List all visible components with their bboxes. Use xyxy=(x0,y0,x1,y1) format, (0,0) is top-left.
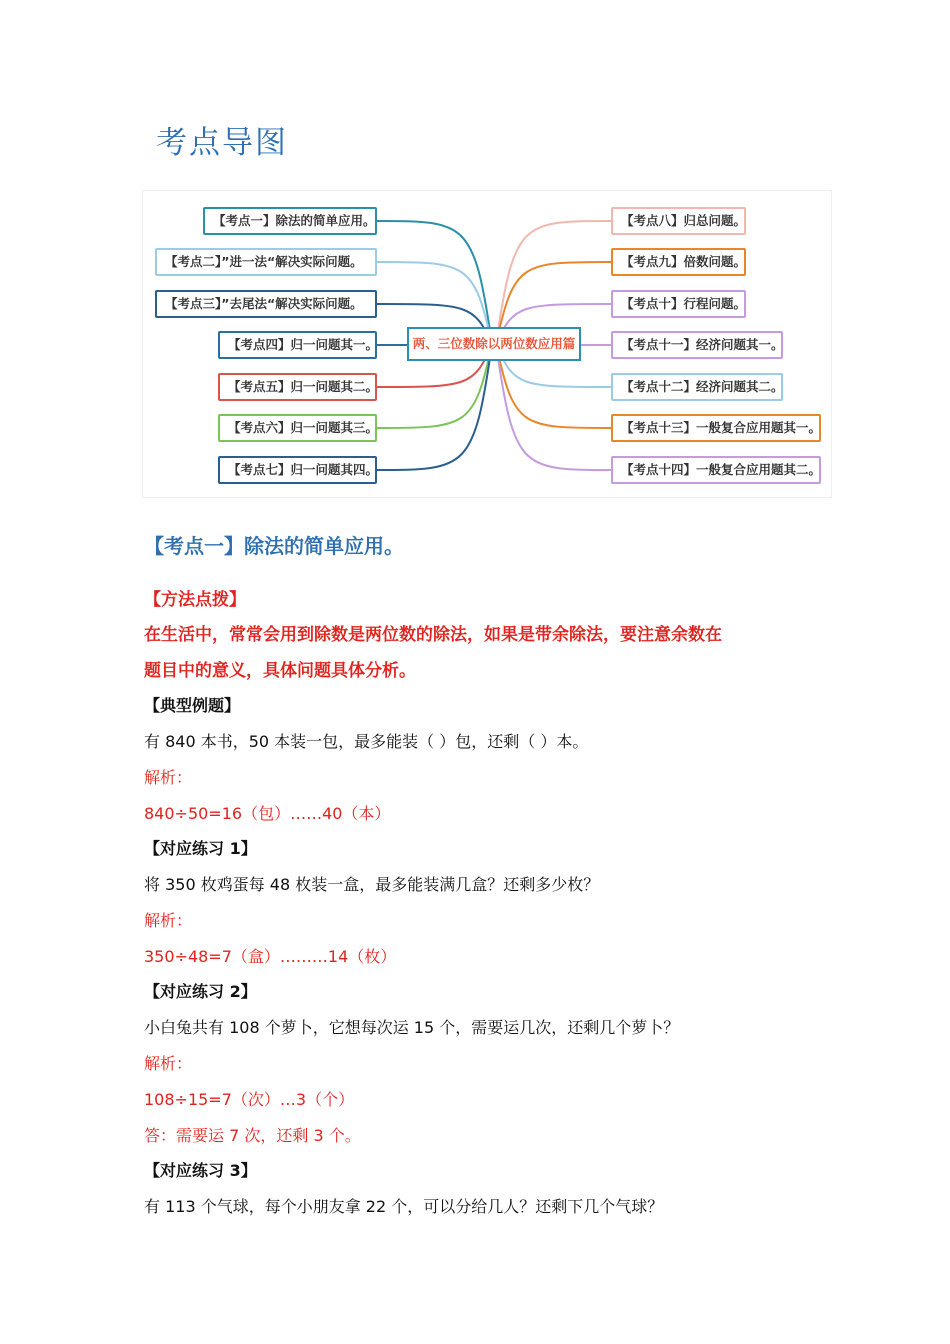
exercise-2-question: 小白兔共有 108 个萝卜，它想每次运 15 个，需要运几次，还剩几个萝卜？ xyxy=(144,1018,680,1037)
example-question: 有 840 本书，50 本装一包，最多能装（ ）包，还剩（ ）本。 xyxy=(144,732,589,751)
mind-map-node-5: 【考点五】归一问题其二。 xyxy=(218,373,377,401)
exercise-1-analysis-label: 解析： xyxy=(144,911,193,930)
connector-ln6 xyxy=(377,344,492,470)
connector-ln0 xyxy=(377,221,492,344)
example-analysis-label: 解析： xyxy=(144,768,193,787)
mind-map-center: 两、三位数除以两位数应用篇 xyxy=(407,327,581,361)
exercise-1-question: 将 350 枚鸡蛋每 48 枚装一盒，最多能装满几盒？还剩多少枚？ xyxy=(144,875,600,894)
mind-map-node-11: 【考点十一】经济问题其一。 xyxy=(611,331,783,359)
exercise-2-answer-line-2: 答：需要运 7 次，还剩 3 个。 xyxy=(144,1126,361,1145)
connector-rn0 xyxy=(496,221,611,344)
example-heading: 【典型例题】 xyxy=(144,696,241,715)
mind-map-node-1: 【考点一】除法的简单应用。 xyxy=(203,207,377,235)
exercise-2-heading: 【对应练习 2】 xyxy=(144,982,257,1001)
method-text-line-1: 在生活中，常常会用到除数是两位数的除法，如果是带余除法，要注意余数在 xyxy=(144,625,722,645)
mind-map-node-7: 【考点七】归一问题其四。 xyxy=(218,456,377,484)
exercise-1-heading: 【对应练习 1】 xyxy=(144,839,257,858)
mind-map-node-12: 【考点十二】经济问题其二。 xyxy=(611,373,783,401)
section-title: 【考点一】除法的简单应用。 xyxy=(144,534,404,558)
method-heading: 【方法点拨】 xyxy=(144,590,246,610)
exercise-2-analysis-label: 解析： xyxy=(144,1054,193,1073)
mind-map-node-10: 【考点十】行程问题。 xyxy=(611,290,746,318)
mind-map-node-14: 【考点十四】一般复合应用题其二。 xyxy=(611,456,821,484)
mind-map xyxy=(142,190,832,498)
exercise-1-answer: 350÷48=7（盒）………14（枚） xyxy=(144,947,397,966)
mind-map-node-2: 【考点二】”进一法“解决实际问题。 xyxy=(155,248,377,276)
mind-map-node-4: 【考点四】归一问题其一。 xyxy=(218,331,377,359)
connector-rn6 xyxy=(496,344,611,470)
exercise-3-heading: 【对应练习 3】 xyxy=(144,1161,257,1180)
method-text-line-2: 题目中的意义，具体问题具体分析。 xyxy=(144,661,416,681)
example-answer: 840÷50=16（包）……40（本） xyxy=(144,804,391,823)
page-title: 考点导图 xyxy=(156,125,288,161)
mind-map-node-6: 【考点六】归一问题其三。 xyxy=(218,414,377,442)
mind-map-node-9: 【考点九】倍数问题。 xyxy=(611,248,746,276)
exercise-2-answer: 108÷15=7（次）…3（个） xyxy=(144,1090,355,1109)
mind-map-node-3: 【考点三】”去尾法“解决实际问题。 xyxy=(155,290,377,318)
mind-map-node-8: 【考点八】归总问题。 xyxy=(611,207,746,235)
exercise-3-question: 有 113 个气球，每个小朋友拿 22 个，可以分给几人？还剩下几个气球？ xyxy=(144,1197,664,1216)
mind-map-node-13: 【考点十三】一般复合应用题其一。 xyxy=(611,414,821,442)
